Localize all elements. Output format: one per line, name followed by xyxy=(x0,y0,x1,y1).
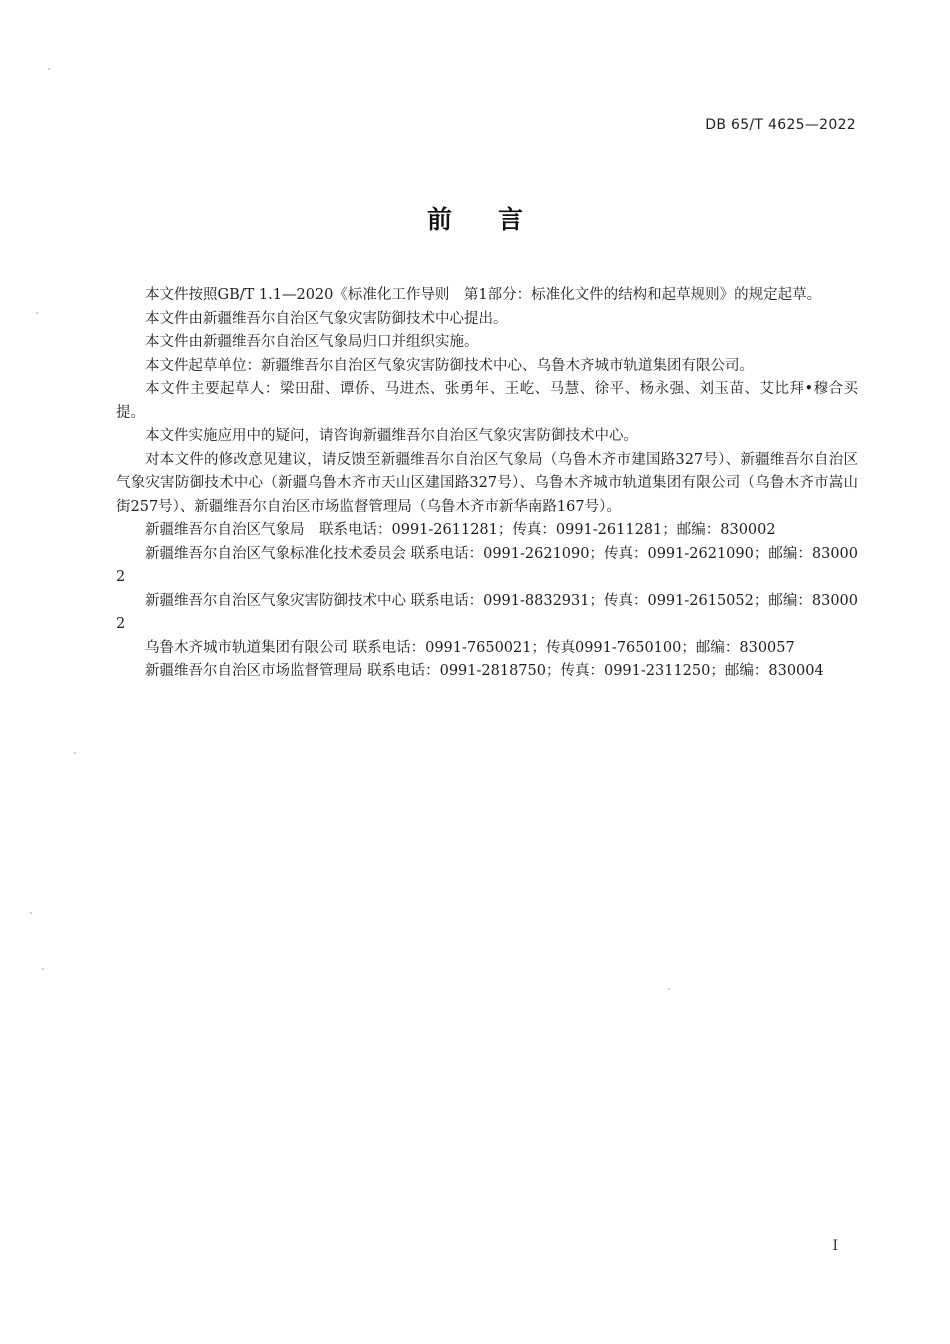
scan-speck xyxy=(668,988,670,990)
paragraph-drafters: 本文件主要起草人：梁田甜、谭侨、马进杰、张勇年、王屹、马慧、徐平、杨永强、刘玉苗、艾比拜•穆合买提。 xyxy=(116,381,858,421)
contact-market-supervision-bureau: 新疆维吾尔自治区市场监督管理局 联系电话：0991-2818750；传真：0991-2311250；邮编：830004 xyxy=(145,663,824,679)
paragraph-administrator: 本文件由新疆维吾尔自治区气象局归口并组织实施。 xyxy=(145,334,479,350)
scan-speck xyxy=(36,312,38,314)
contact-meteorological-bureau: 新疆维吾尔自治区气象局 联系电话：0991-2611281；传真：0991-2611281；邮编：830002 xyxy=(145,522,776,538)
paragraph-proposer: 本文件由新疆维吾尔自治区气象灾害防御技术中心提出。 xyxy=(145,310,508,327)
contact-standardization-committee: 新疆维吾尔自治区气象标准化技术委员会 联系电话：0991-2621090；传真：0991-2621090；邮编：830002 xyxy=(116,545,858,585)
scan-speck xyxy=(42,968,44,970)
page-title: 前言 xyxy=(426,205,569,234)
contact-disaster-prevention-center: 新疆维吾尔自治区气象灾害防御技术中心 联系电话：0991-8832931；传真：0991-2615052；邮编：830002 xyxy=(116,592,858,632)
scan-speck xyxy=(74,752,76,754)
page-number: I xyxy=(832,1238,838,1254)
scan-speck xyxy=(30,912,32,914)
contact-rail-transit-group: 乌鲁木齐城市轨道集团有限公司 联系电话：0991-7650021；传真0991-7650100；邮编：830057 xyxy=(145,639,795,656)
foreword-body xyxy=(116,284,858,684)
scan-speck xyxy=(48,68,50,70)
document-code: DB 65/T 4625—2022 xyxy=(705,117,856,133)
paragraph-drafting-rules: 本文件按照GB/T 1.1—2020《标准化工作导则 第1部分：标准化文件的结构和起草规则》的规定起草。 xyxy=(145,287,822,303)
paragraph-feedback: 对本文件的修改意见建议，请反馈至新疆维吾尔自治区气象局（乌鲁木齐市建国路327号）、新疆维吾尔自治区气象灾害防御技术中心（新疆乌鲁木齐市天山区建国路327号）、乌鲁木齐城市轨道集团有限公司（乌鲁木齐市嵩山街257号）、新疆维吾尔自治区市场监督管理局（乌鲁木齐市新华南路167号）。 xyxy=(116,451,858,515)
paragraph-drafting-units: 本文件起草单位：新疆维吾尔自治区气象灾害防御技术中心、乌鲁木齐城市轨道集团有限公司。 xyxy=(145,357,754,374)
paragraph-inquiries: 本文件实施应用中的疑问，请咨询新疆维吾尔自治区气象灾害防御技术中心。 xyxy=(145,428,638,444)
